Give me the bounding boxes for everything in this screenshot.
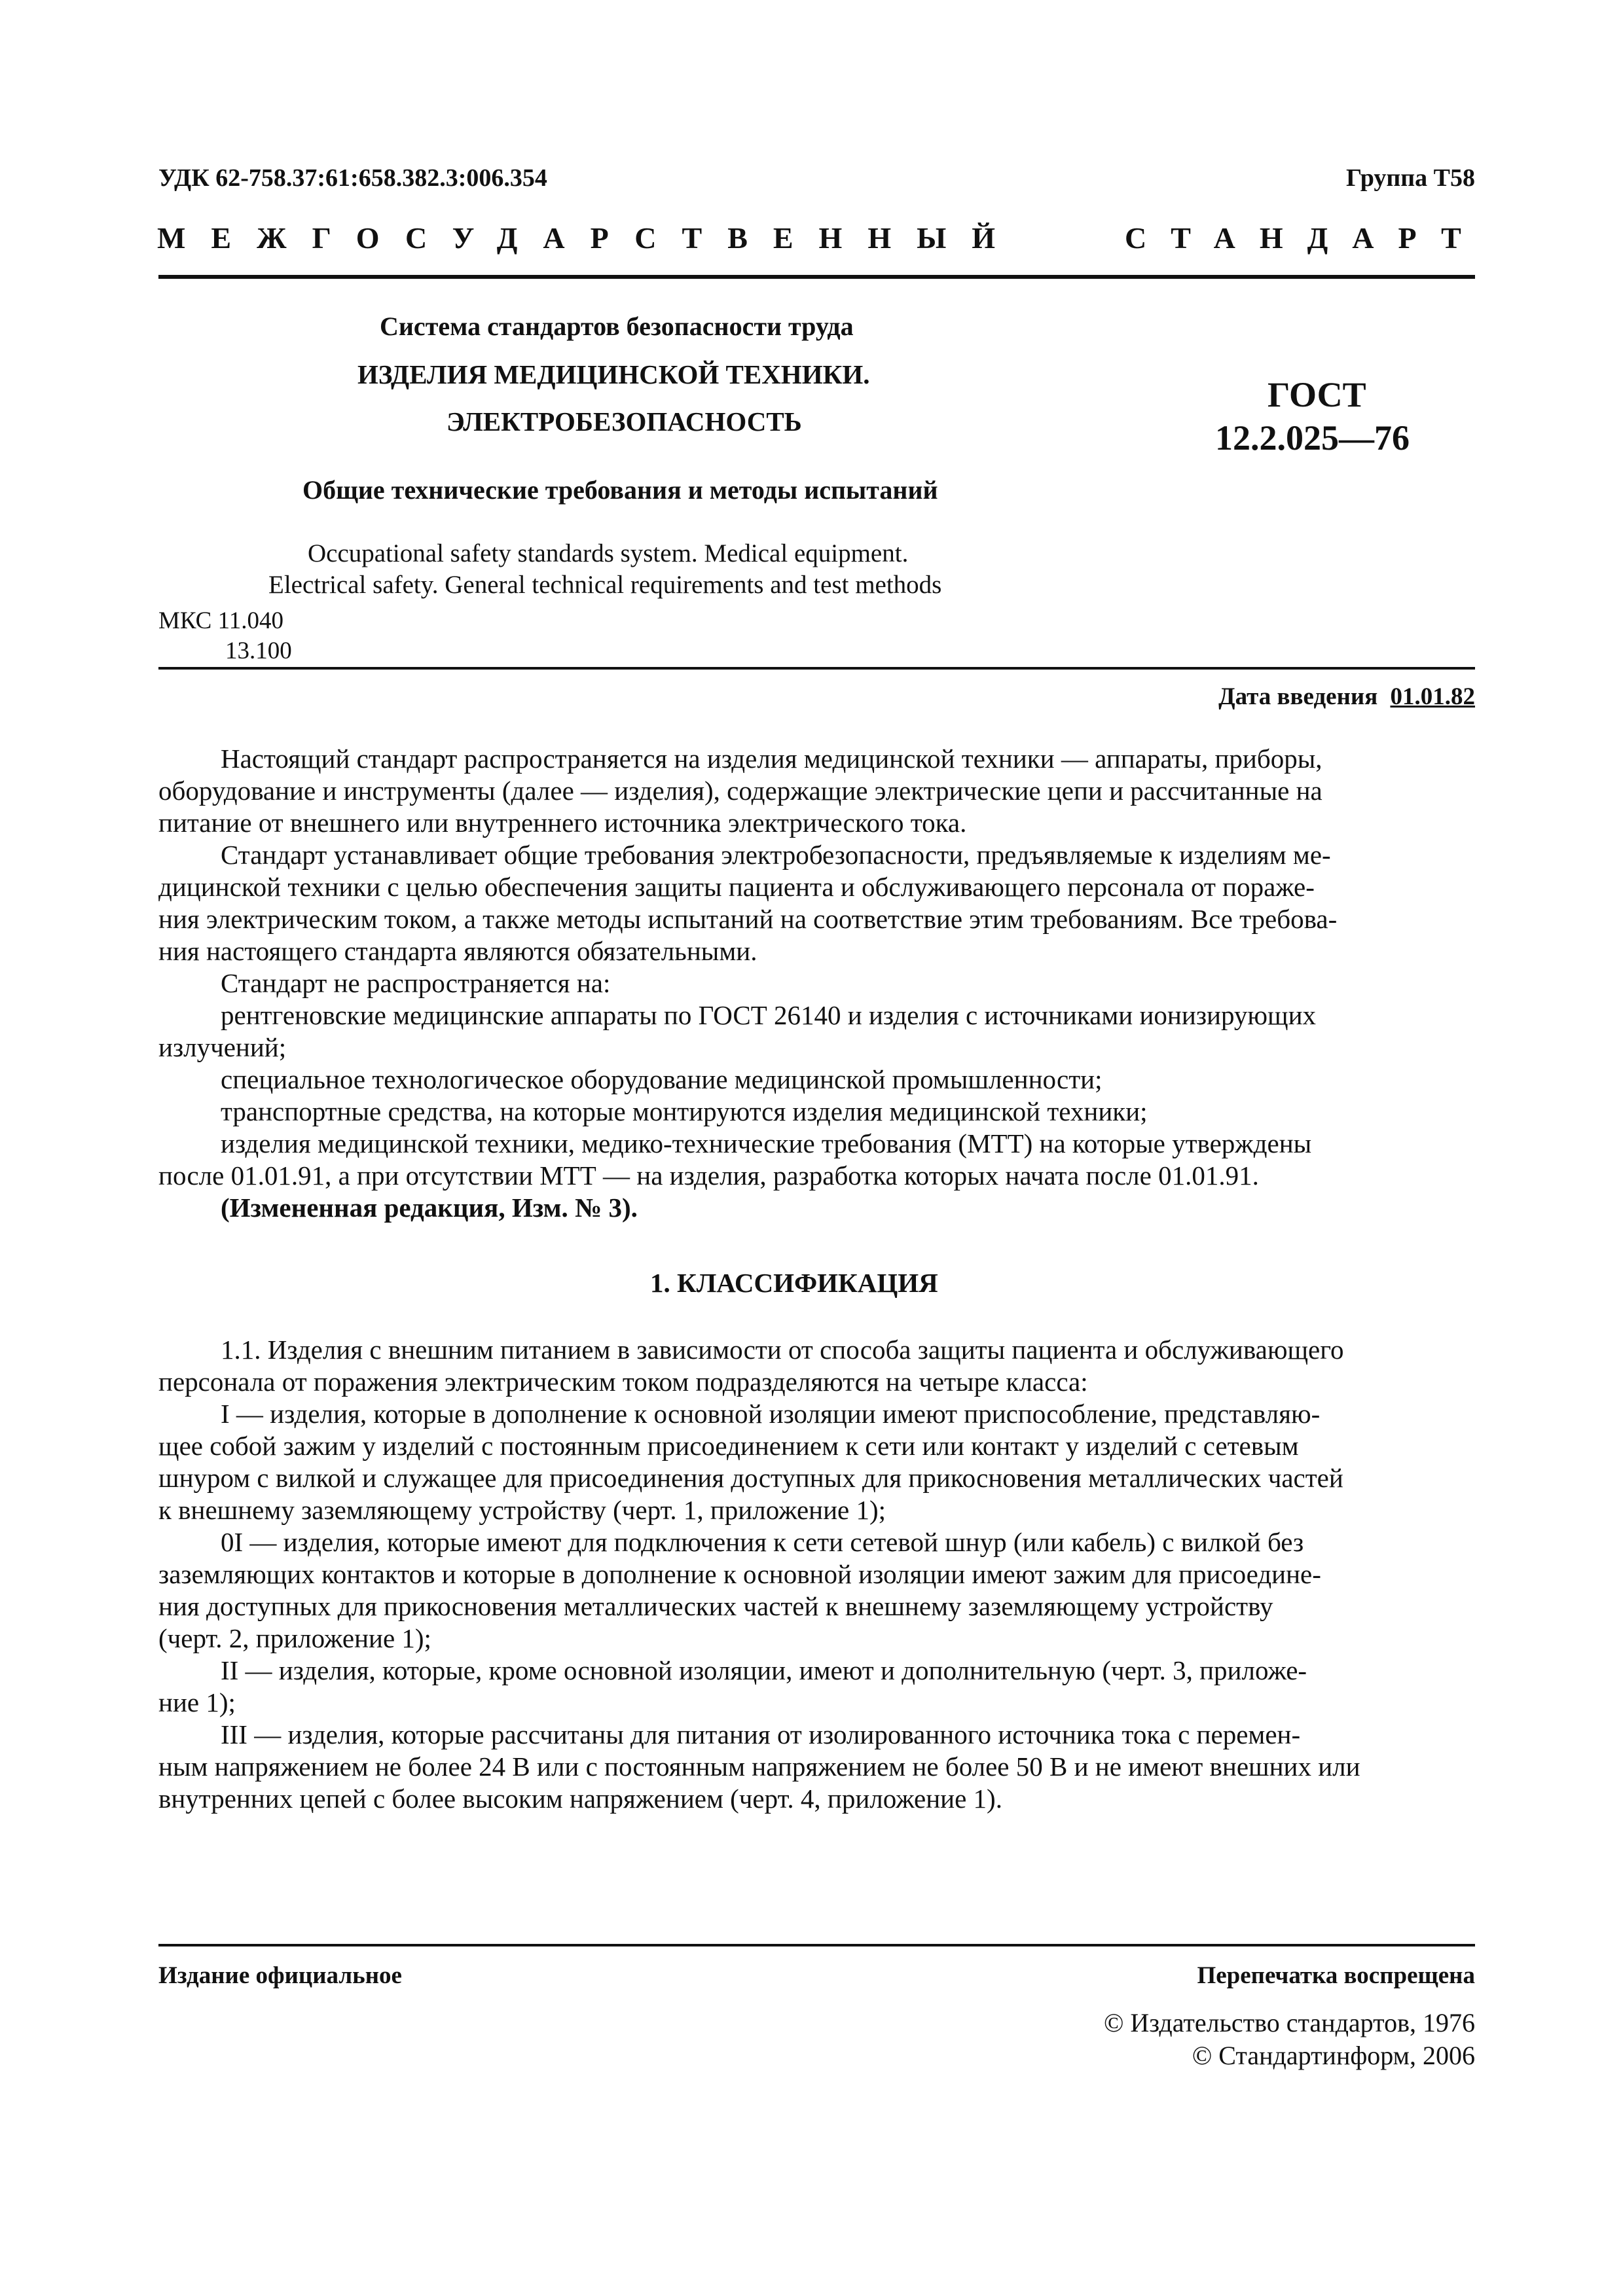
section-line: щее собой зажим у изделий с постоянным присоединением к сети или контакт у изделий с сетевым [158,1431,1299,1461]
subtitle: Общие технические требования и методы испытаний [302,475,938,505]
body-line: транспортные средства, на которые монтируются изделия медицинской техники; [221,1096,1148,1126]
body-line: Стандарт не распространяется на: [221,968,611,998]
section-line: ние 1); [158,1687,236,1717]
edition-note: Издание официальное [158,1962,402,1989]
mks-code-2: 13.100 [225,637,292,664]
english-title-line-1: Occupational safety standards system. Medical equipment. [308,539,909,567]
section-line: 1.1. Изделия с внешним питанием в зависимости от способа защиты пациента и обслуживающего [221,1335,1344,1365]
footer-rule [158,1944,1475,1946]
body-line: изделия медицинской техники, медико-технические требования (МТТ) на которые утверждены [221,1128,1312,1158]
group-code: Группа Т58 [1345,164,1475,192]
section-line: (черт. 2, приложение 1); [158,1623,431,1653]
section-line: ния доступных для прикосновения металлических частей к внешнему заземляющему устройству [158,1591,1273,1621]
body-line: рентгеновские медицинские аппараты по ГОСТ 26140 и изделия с источниками ионизирующих [221,1000,1317,1030]
body-line: Стандарт устанавливает общие требования электробезопасности, предъявляемые к изделиям ме- [221,840,1331,870]
banner-left: МЕЖГОСУДАРСТВЕННЫЙ [157,221,1021,255]
english-title-line-2: Electrical safety. General technical requirements and test methods [268,571,942,599]
body-line: ния электрическим током, а также методы испытаний на соответствие этим требованиям. Все требова- [158,904,1338,934]
body-line: питание от внешнего или внутреннего источника электрического тока. [158,808,967,838]
intro-date [1218,683,1475,711]
title-rule [158,667,1475,670]
title-line-1: ИЗДЕЛИЯ МЕДИЦИНСКОЙ ТЕХНИКИ. [357,359,870,389]
section-line: шнуром с вилкой и служащее для присоединения доступных для прикосновения металлических частей [158,1463,1343,1493]
section-line: к внешнему заземляющему устройству (черт. 1, приложение 1); [158,1495,886,1525]
banner-right: СТАНДАРТ [1125,221,1486,255]
intro-date-label: Дата введения [1218,683,1378,710]
amendment-note: (Измененная редакция, Изм. № 3). [221,1193,638,1223]
body-line: ния настоящего стандарта являются обязательными. [158,936,757,966]
gost-number: 12.2.025—76 [1215,418,1410,457]
section-line: персонала от поражения электрическим током подразделяются на четыре класса: [158,1367,1088,1397]
body-line: специальное технологическое оборудование медицинской промышленности; [221,1064,1103,1094]
section-line: заземляющих контактов и которые в дополнение к основной изоляции имеют зажим для присоедине- [158,1559,1321,1589]
gost-label: ГОСТ [1267,375,1366,414]
intro-date-value: 01.01.82 [1390,683,1475,710]
body-line: после 01.01.91, а при отсутствии МТТ — на изделия, разработка которых начата после 01.01.91. [158,1160,1259,1191]
section-heading: 1. КЛАССИФИКАЦИЯ [650,1268,938,1298]
banner-rule [158,275,1475,279]
section-line: II — изделия, которые, кроме основной изоляции, имеют и дополнительную (черт. 3, приложе- [221,1655,1307,1685]
body-line: Настоящий стандарт распространяется на изделия медицинской техники — аппараты, приборы, [221,744,1322,774]
body-line: излучений; [158,1032,287,1062]
mks-code-1: МКС 11.040 [158,607,283,634]
body-line: оборудование и инструменты (далее — изделия), содержащие электрические цепи и рассчитанные на [158,776,1322,806]
body-line: дицинской техники с целью обеспечения защиты пациента и обслуживающего персонала от пораже- [158,872,1315,902]
section-line: III — изделия, которые рассчитаны для питания от изолированного источника тока с перемен- [221,1719,1301,1749]
copyright-line-1: © Издательство стандартов, 1976 [1103,2008,1475,2037]
title-line-2: ЭЛЕКТРОБЕЗОПАСНОСТЬ [447,406,802,437]
system-title: Система стандартов безопасности труда [380,312,854,341]
section-line: 0I — изделия, которые имеют для подключения к сети сетевой шнур (или кабель) с вилкой без [221,1527,1304,1557]
copyright-line-2: © Стандартинформ, 2006 [1192,2041,1475,2070]
section-line: внутренних цепей с более высоким напряжением (черт. 4, приложение 1). [158,1784,1002,1814]
section-line: I — изделия, которые в дополнение к основной изоляции имеют приспособление, представляю- [221,1399,1321,1429]
udk-code: УДК 62-758.37:61:658.382.3:006.354 [158,164,547,192]
section-line: ным напряжением не более 24 В или с постоянным напряжением не более 50 В и не имеют внешних или [158,1751,1360,1782]
reprint-note: Перепечатка воспрещена [1197,1962,1475,1989]
